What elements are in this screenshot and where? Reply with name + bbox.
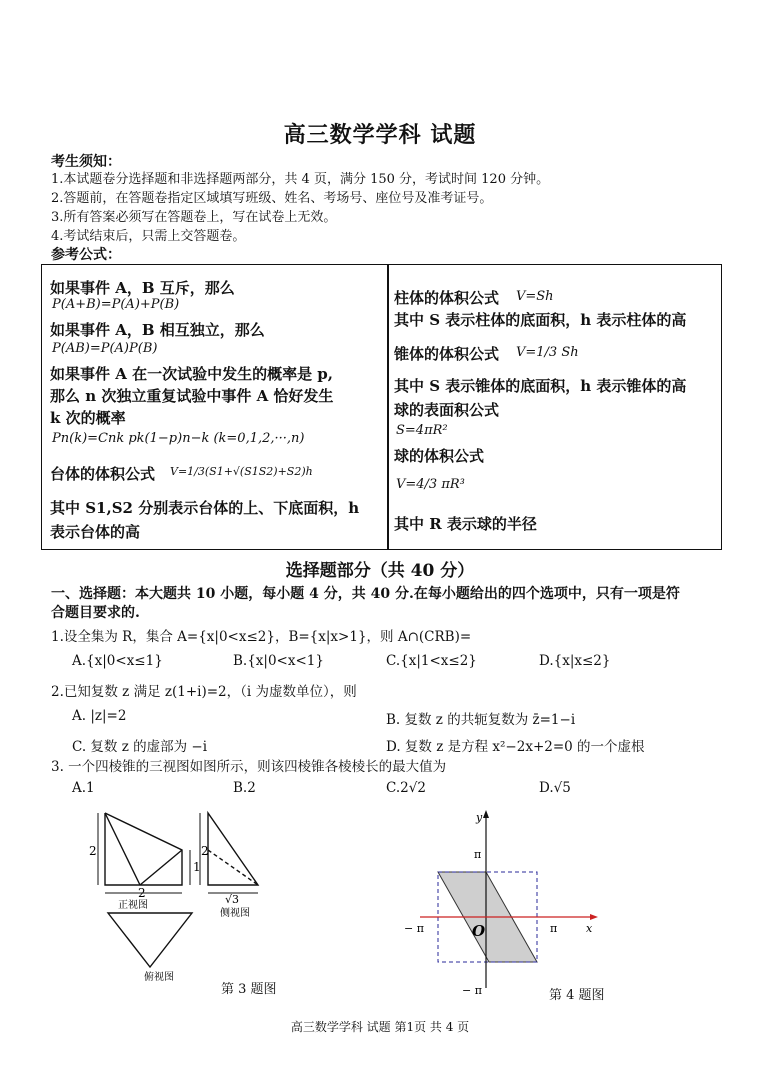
tick-pi-top: π [474, 848, 482, 861]
formula-right-7: 球的表面积公式 [394, 401, 500, 419]
notice-item-3: 3.所有答案必须写在答题卷上，写在试卷上无效。 [51, 210, 337, 225]
front-view-outline [105, 813, 182, 885]
front-view-edge [105, 813, 140, 885]
q2-option-b: B. 复数 z 的共轭复数为 z̄=1−i [386, 712, 576, 728]
figure-4-caption: 第 4 题图 [549, 988, 605, 1003]
formula-divider [387, 265, 389, 549]
dim-front-right: 1 [193, 860, 201, 874]
formula-left-7: k 次的概率 [50, 409, 126, 427]
formula-left-5: 如果事件 A 在一次试验中发生的概率是 p, [50, 365, 334, 383]
section-heading: 选择题部分（共 40 分） [285, 561, 475, 581]
q2-option-c: C. 复数 z 的虚部为 −i [72, 739, 208, 755]
y-axis-label: y [476, 811, 483, 824]
formula-left-6: 那么 n 次独立重复试验中事件 A 恰好发生 [50, 387, 334, 405]
q1-stem: 1.设全集为 R，集合 A={x|0<x≤2}，B={x|x>1}，则 A∩(CRB)= [51, 629, 472, 645]
front-view-edge [140, 850, 182, 885]
formula-right-8: S=4πR² [396, 423, 448, 438]
formula-left-10: V=1/3(S1+√(S1S2)+S2)h [170, 465, 313, 478]
q3-option-b: B.2 [233, 780, 256, 796]
figure-3-three-views [80, 805, 310, 995]
q3-option-d: D.√5 [539, 780, 571, 796]
formula-right-1: 柱体的体积公式 [394, 289, 500, 307]
formula-right-5: V=1/3 Sh [516, 345, 579, 360]
tick-pi-right: π [550, 922, 558, 935]
notice-heading: 考生须知： [51, 154, 121, 170]
dim-side-width: √3 [225, 893, 240, 906]
formula-left-4: P(AB)=P(A)P(B) [52, 341, 158, 356]
dim-front-height: 2 [89, 844, 97, 858]
formula-right-11: 其中 R 表示球的半径 [394, 515, 537, 533]
dim-side-height: 2 [201, 844, 209, 858]
formula-left-1: 如果事件 A，B 互斥，那么 [50, 279, 235, 297]
q2-stem: 2.已知复数 z 满足 z(1+i)=2，（i 为虚数单位），则 [51, 684, 357, 700]
q3-stem: 3. 一个四棱锥的三视图如图所示，则该四棱锥各棱棱长的最大值为 [51, 759, 447, 775]
x-axis-label: x [586, 922, 593, 935]
side-view-outline [208, 813, 258, 885]
formula-right-2: V=Sh [516, 289, 554, 304]
formula-right-4: 锥体的体积公式 [394, 345, 500, 363]
notice-item-2: 2.答题前，在答题卷指定区域填写班级、姓名、考场号、座位号及准考证号。 [51, 191, 493, 206]
notice-item-4: 4.考试结束后，只需上交答题卷。 [51, 229, 246, 244]
side-view-label: 侧视图 [220, 908, 250, 919]
front-view-label: 正视图 [118, 900, 148, 911]
notice-item-1: 1.本试题卷分选择题和非选择题两部分，共 4 页，满分 150 分，考试时间 120 分钟。 [51, 172, 550, 187]
q1-option-d: D.{x|x≤2} [539, 653, 611, 669]
formula-box [41, 264, 722, 550]
q1-option-b: B.{x|0<x<1} [233, 653, 324, 669]
formula-right-9: 球的体积公式 [394, 447, 485, 465]
formula-left-2: P(A+B)=P(A)+P(B) [52, 297, 180, 312]
top-view-outline [108, 913, 192, 967]
page-footer: 高三数学学科 试题 第1页 共 4 页 [290, 1020, 470, 1034]
formula-left-11: 其中 S1,S2 分别表示台体的上、下底面积，h [50, 499, 360, 517]
q2-option-d: D. 复数 z 是方程 x²−2x+2=0 的一个虚根 [386, 739, 645, 755]
tick-neg-pi-bottom: − π [462, 984, 482, 997]
section-intro-line2: 合题目要求的. [51, 605, 140, 621]
side-view-hidden-edge [208, 850, 258, 885]
dim-front-width: 2 [138, 886, 146, 900]
q1-option-c: C.{x|1<x≤2} [386, 653, 477, 669]
origin-label: O [472, 922, 486, 940]
q3-option-a: A.1 [72, 780, 95, 796]
top-view-label: 俯视图 [144, 972, 174, 983]
formula-left-12: 表示台体的高 [50, 523, 141, 541]
q3-option-c: C.2√2 [386, 780, 426, 796]
formula-right-6: 其中 S 表示锥体的底面积，h 表示锥体的高 [394, 377, 687, 395]
section-intro-line1: 一、选择题：本大题共 10 小题，每小题 4 分，共 40 分.在每小题给出的四个选项中，只有一项是符 [51, 586, 680, 602]
formula-right-10: V=4/3 πR³ [396, 477, 465, 492]
q2-option-a: A. |z|=2 [72, 708, 127, 724]
y-axis-arrow-icon [483, 810, 489, 818]
formula-left-8: Pn(k)=Cnk pk(1−p)n−k (k=0,1,2,···,n) [52, 431, 305, 446]
formula-right-3: 其中 S 表示柱体的底面积，h 表示柱体的高 [394, 311, 687, 329]
tick-neg-pi-left: − π [404, 922, 424, 935]
figure-4-graph [400, 808, 610, 1000]
formula-left-9: 台体的体积公式 [50, 465, 156, 483]
page-title: 高三数学学科 试题 [283, 122, 477, 148]
x-axis-arrow-icon [590, 914, 598, 920]
formula-left-3: 如果事件 A，B 相互独立，那么 [50, 321, 265, 339]
q1-option-a: A.{x|0<x≤1} [72, 653, 163, 669]
formula-heading: 参考公式： [51, 247, 121, 263]
figure-3-caption: 第 3 题图 [221, 982, 277, 997]
